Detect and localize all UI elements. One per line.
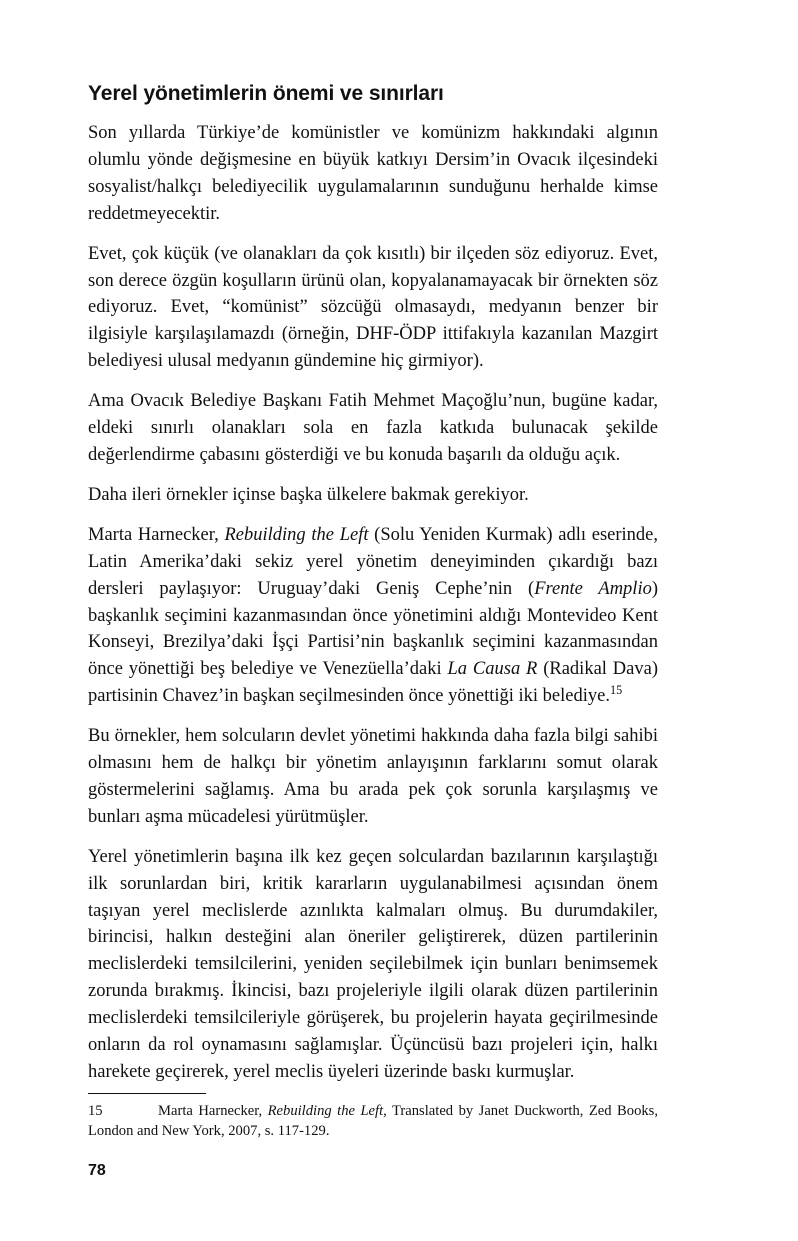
page-title: Yerel yönetimlerin önemi ve sınırları	[88, 82, 444, 105]
footnote	[88, 1101, 658, 1141]
term-italic: Frente Amplio	[534, 578, 652, 599]
paragraph: Evet, çok küçük (ve olanakları da çok kısıtlı) bir ilçeden söz ediyoruz. Evet, son derece özgün koşulların ürünü olan, kopyalanamayacak bir örnekten söz ediyoruz. Evet, “komünist” sözcüğü olmasaydı, medyanın benzer bir ilgisiyle karşılaşılamazdı (örneğin, DHF-ÖDP ittifakıyla kazanılan Mazgirt belediyesi ulusal medyanın gündemine hiç girmiyor).	[88, 243, 658, 372]
paragraph: Daha ileri örnekler içinse başka ülkelere bakmak gerekiyor.	[88, 484, 529, 505]
footnote-book-title-italic: Rebuilding the Left	[267, 1103, 384, 1119]
paragraph: Ama Ovacık Belediye Başkanı Fatih Mehmet Maçoğlu’nun, bugüne kadar, eldeki sınırlı olanakları sola en fazla katkıda bulunacak şekilde değerlendirme çabasını gösterdiği ve bu konuda başarılı da olduğu açık.	[88, 391, 658, 465]
text-segment: ) başkanlık seçimini kazanmasından önce yönetimini aldığı Montevideo Kent Konseyi, Brezilya’daki İşçi Partisi’nin başkanlık seçimini kazanmasından önce yönettiği beş belediye ve Venezüella’daki	[88, 578, 659, 680]
page-number: 78	[88, 1162, 106, 1179]
footnote-number: 15	[88, 1103, 103, 1119]
paragraph: Yerel yönetimlerin başına ilk kez geçen solculardan bazılarının karşılaştığı ilk sorunlardan biri, kritik kararların uygulanabilmesi açısından önem taşıyan yerel meclislerde azınlıkta kalmaları olmuş. Bu durumdakiler, birincisi, halkın desteğini alan öneriler geliştirerek, düzen partilerinin meclislerdeki temsilcilerini, yeniden seçilebilmek için bunları benimsemek zorunda bırakmış. İkincisi, bazı projeleriyle ilgili olarak düzen partilerinin meclislerdeki temsilcileriyle görüşerek, bu projelerin hayata geçirilmesinde onların da rol oynamasını sağlamışlar. Üçüncüsü bazı projeleri için, halkı harekete geçirerek, yerel meclis üyeleri üzerinde baskı kurmuşlar.	[88, 846, 658, 1082]
footnote-text: , Translated by Janet Duckworth, Zed Books, London and New York, 2007, s. 117-129.	[88, 1103, 658, 1140]
book-title-italic: Rebuilding the Left	[224, 524, 369, 545]
text-segment: Marta Harnecker,	[88, 524, 225, 545]
text-segment: (Solu Yeniden Kurmak) adlı eserinde, Latin Amerika’daki sekiz yerel yönetim deneyiminden çıkardığı bazı dersleri paylaşıyor: Uruguay’daki Geniş Cephe’nin (	[88, 524, 658, 599]
paragraph: Son yıllarda Türkiye’de komünistler ve komünizm hakkındaki algının olumlu yönde değişmesine en büyük katkıyı Dersim’in Ovacık ilçesindeki sosyalist/halkçı belediyecilik uygulamalarının sunduğunu herhalde kimse reddetmeyecektir.	[88, 123, 658, 224]
footnote-divider	[88, 1093, 206, 1094]
footnote-marker[interactable]: 15	[609, 683, 623, 698]
footnote-text: Marta Harnecker,	[158, 1103, 268, 1119]
paragraph: Bu örnekler, hem solcuların devlet yönetimi hakkında daha fazla bilgi sahibi olmasını hem de halkçı bir yönetim anlayışının farklarını somut olarak göstermelerini sağlamış. Ama bu arada pek çok sorunla karşılaşmış ve bunları aşma mücadelesi yürütmüşler.	[88, 726, 658, 827]
page-content	[88, 82, 658, 1086]
term-italic: La Causa R	[447, 659, 538, 680]
paragraph-with-citation	[88, 522, 658, 710]
text-segment: (Radikal Dava) partisinin Chavez’in başkan seçilmesinden önce yönettiği iki belediye.	[88, 659, 658, 707]
